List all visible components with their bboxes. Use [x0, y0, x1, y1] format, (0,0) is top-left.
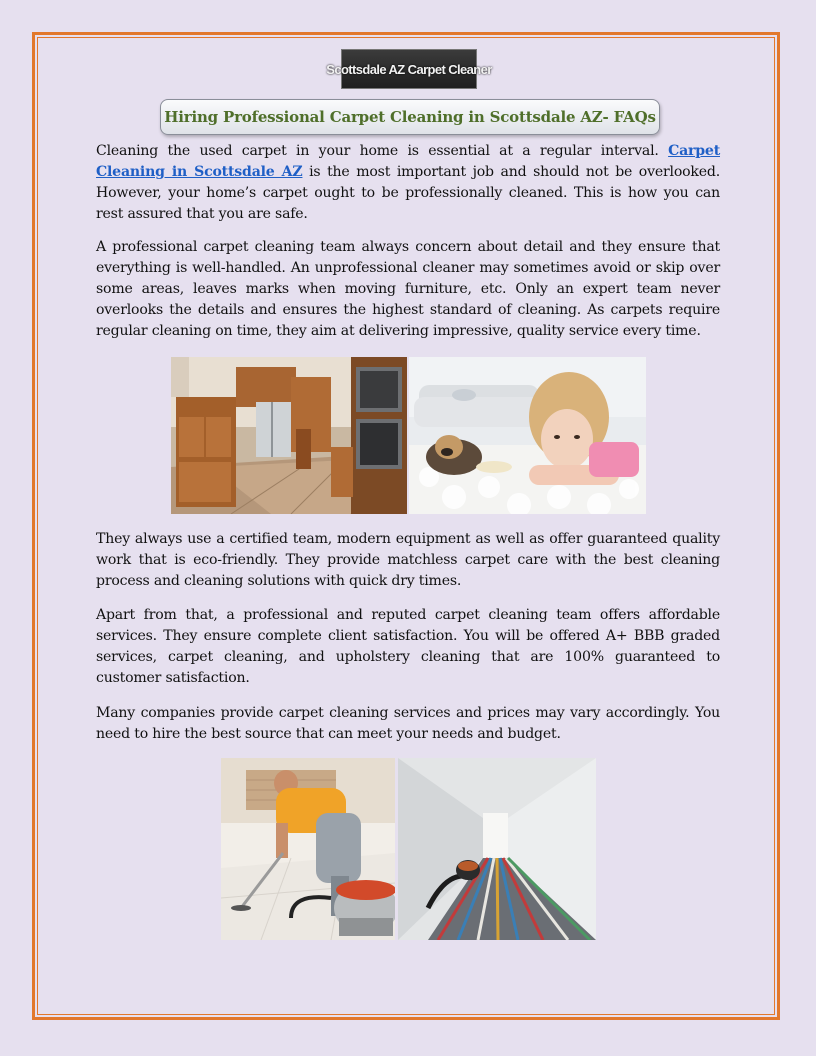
paragraph-1-text-end: is the most important job and should not be overlooked. However, your home’s carpet ought to be professionally cleaned. This is how you can rest assured that you are safe. [96, 164, 720, 222]
paragraph-2: A professional carpet cleaning team always concern about detail and they ensure that everything is well-handled. An unprofessional cleaner may sometimes avoid or skip over some areas, leaves marks when moving furniture, etc. Only an expert team never overlooks the details and ensures the highest standard of cleaning. As carpets require regular cleaning on time, they aim at delivering impressive, quality service every time. [96, 239, 720, 339]
worker-vacuuming-photo [221, 758, 395, 940]
article-title: Hiring Professional Carpet Cleaning in Scottsdale AZ- FAQs [164, 108, 656, 126]
kitchen-photo [171, 357, 407, 514]
logo-text: Scottsdale AZ Carpet Cleaner [326, 61, 492, 77]
company-logo [326, 49, 492, 89]
paragraph-1 [96, 141, 720, 225]
hallway-carpet-photo [398, 758, 596, 940]
paragraph-4: Apart from that, a professional and reputed carpet cleaning team offers affordable services. They ensure complete client satisfaction. You will be offered A+ BBB graded services, carpet cleaning, and upholstery cleaning that are 100% guaranteed to customer satisfaction. [96, 607, 720, 686]
child-with-dog-photo [409, 357, 646, 514]
paragraph-1-text-start: Cleaning the used carpet in your home is essential at a regular interval. [96, 143, 669, 159]
carpet-cleaning-link[interactable]: Carpet Cleaning in Scottsdale AZ [96, 143, 720, 180]
paragraph-3: They always use a certified team, modern equipment as well as offer guaranteed quality work that is eco-friendly. They provide matchless carpet care with the best cleaning process and cleaning solutions with quick dry times. [96, 531, 720, 589]
paragraph-5: Many companies provide carpet cleaning services and prices may vary accordingly. You need to hire the best source that can meet your needs and budget. [96, 705, 720, 742]
article-title-box [160, 99, 660, 135]
